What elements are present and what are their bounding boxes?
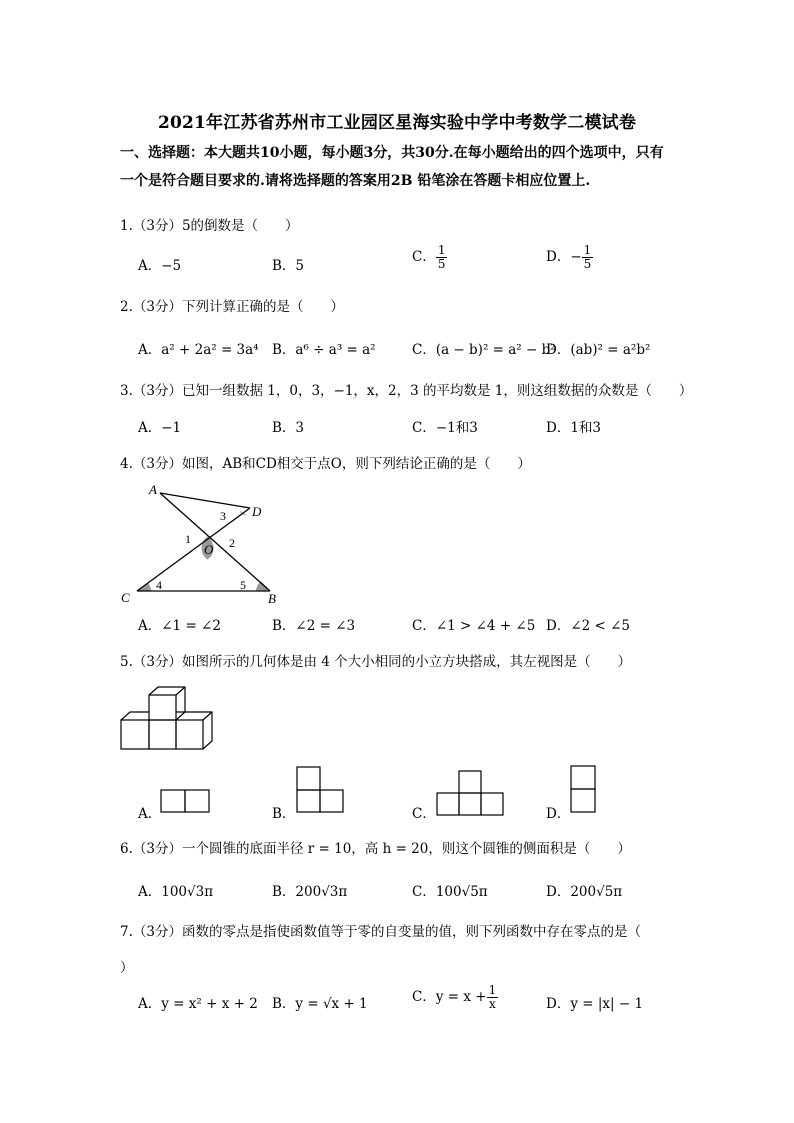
question-2-option-b[interactable]: B．a⁶ ÷ a³ = a² (272, 342, 376, 358)
section-instructions-line2: 一个是符合题目要求的.请将选择题的答案用2B 铅笔涂在答题卡相应位置上. (120, 173, 591, 189)
angle-3-label: 3 (220, 509, 226, 523)
question-3-option-c[interactable]: C．−1和3 (412, 420, 478, 436)
angle-4-label: 4 (156, 578, 162, 592)
question-4-option-c[interactable]: C．∠1 > ∠4 + ∠5 (412, 618, 536, 634)
option-c-label: C．y = x + (412, 989, 487, 1005)
question-5-option-d[interactable]: D． (546, 806, 571, 822)
fraction: $\frac{1}{5}$ (583, 243, 592, 271)
question-4-option-b[interactable]: B．∠2 = ∠3 (272, 618, 356, 634)
question-6-option-a[interactable]: A．100√3π (138, 884, 214, 900)
intersecting-lines-figure (115, 478, 295, 608)
question-1-stem: 1.（3分）5的倒数是（ ） (120, 218, 299, 234)
question-5-stem: 5.（3分）如图所示的几何体是由 4 个大小相同的小立方块搭成，其左视图是（ ） (120, 654, 632, 670)
question-2-option-a[interactable]: A．a² + 2a² = 3a⁴ (138, 342, 259, 358)
question-1-option-d[interactable] (546, 244, 593, 271)
question-1-option-a[interactable]: A．−5 (138, 258, 182, 274)
option-c-label: C． (412, 249, 436, 265)
angle-2-label: 2 (229, 536, 235, 550)
question-5-option-c[interactable]: C． (412, 806, 436, 822)
option-b-view-icon (296, 766, 346, 814)
fraction: $\frac{1}{5}$ (437, 243, 446, 271)
question-4-stem: 4.（3分）如图，AB和CD相交于点O，则下列结论正确的是（ ） (120, 456, 531, 472)
cube-solid-figure (118, 686, 218, 752)
question-3-option-b[interactable]: B．3 (272, 420, 305, 436)
question-2-stem: 2.（3分）下列计算正确的是（ ） (120, 299, 344, 315)
question-3-stem: 3.（3分）已知一组数据 1，0，3，−1，x，2，3 的平均数是 1，则这组数据的众数是（ ） (120, 383, 693, 399)
option-c-view-icon (436, 770, 506, 816)
option-d-label: D．− (546, 249, 582, 265)
point-b-label: B (268, 591, 276, 606)
question-4-option-a[interactable]: A．∠1 = ∠2 (138, 618, 221, 634)
point-a-label: A (149, 482, 157, 497)
question-6-option-c[interactable]: C．100√5π (412, 884, 488, 900)
question-3-option-a[interactable]: A．−1 (138, 420, 182, 436)
point-c-label: C (121, 590, 130, 605)
section-instructions-line1: 一、选择题：本大题共10小题，每小题3分，共30分.在每小题给出的四个选项中，只有 (120, 145, 664, 161)
question-6-stem: 6.（3分）一个圆锥的底面半径 r = 10，高 h = 20，则这个圆锥的侧面积是（ ） (120, 841, 631, 857)
question-1-option-b[interactable]: B．5 (272, 258, 305, 274)
question-5-option-b[interactable]: B． (272, 806, 296, 822)
fraction: $\frac{1}{x}$ (488, 983, 497, 1011)
question-7-stem: 7.（3分）函数的零点是指使函数值等于零的自变量的值，则下列函数中存在零点的是（ (120, 924, 641, 940)
question-6-option-d[interactable]: D．200√5π (546, 884, 623, 900)
question-1-option-c[interactable] (412, 244, 447, 271)
question-7-option-c[interactable] (412, 984, 498, 1011)
question-7-option-b[interactable]: B．y = √x + 1 (272, 996, 368, 1012)
question-3-option-d[interactable]: D．1和3 (546, 420, 602, 436)
angle-1-label: 1 (185, 532, 191, 546)
page-title: 2021年江苏省苏州市工业园区星海实验中学中考数学二模试卷 (157, 113, 637, 133)
question-7-option-d[interactable]: D．y = |x| − 1 (546, 996, 644, 1012)
question-2-option-c[interactable]: C．(a − b)² = a² − b² (412, 342, 556, 358)
question-4-option-d[interactable]: D．∠2 < ∠5 (546, 618, 631, 634)
question-2-option-d[interactable]: D．(ab)² = a²b² (546, 342, 651, 358)
question-5-option-a[interactable]: A． (138, 806, 162, 822)
point-o-label: O (204, 542, 214, 557)
point-d-label: D (252, 504, 262, 519)
option-d-view-icon (570, 765, 598, 815)
question-6-option-b[interactable]: B．200√3π (272, 884, 348, 900)
question-7-option-a[interactable]: A．y = x² + x + 2 (138, 996, 258, 1012)
option-a-view-icon (160, 789, 212, 815)
question-7-stem-continued: ） (120, 960, 134, 976)
angle-5-label: 5 (240, 578, 246, 592)
